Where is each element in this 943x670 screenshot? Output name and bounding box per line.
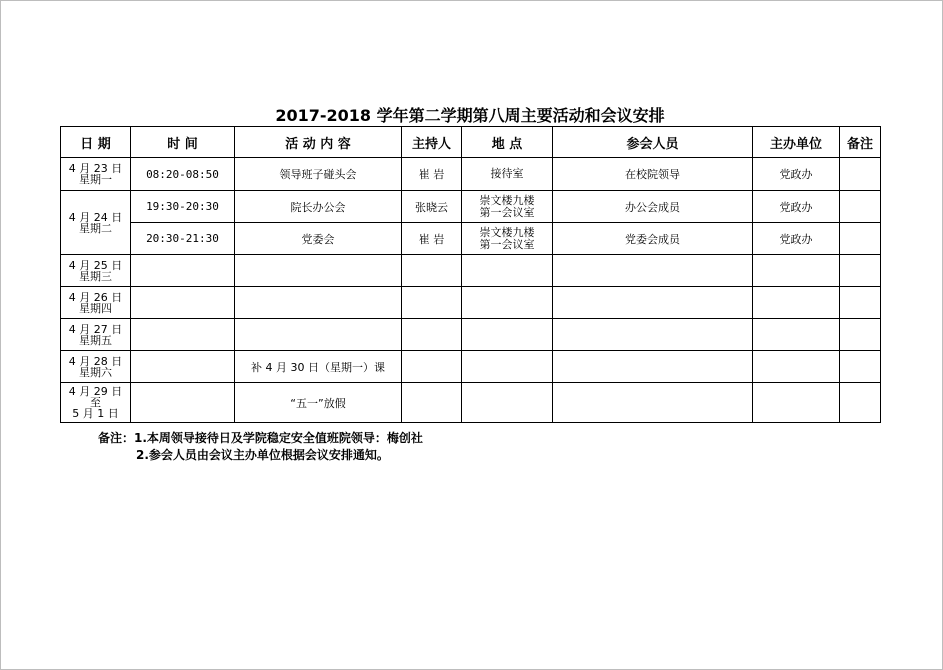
- participants-cell: 办公会成员: [553, 191, 753, 223]
- participants-cell: 在校院领导: [553, 158, 753, 191]
- remark-cell: [840, 191, 881, 223]
- host-cell: [402, 255, 462, 287]
- day-date: 4 月 26 日: [68, 290, 123, 304]
- time-cell: 20:30-21:30: [131, 223, 235, 255]
- day-date: 4 月 23 日: [68, 162, 123, 175]
- table-row: [61, 191, 881, 223]
- organizer-cell: 党政办: [753, 191, 840, 223]
- table-row: [61, 319, 881, 351]
- day-weekday: 星期五: [79, 333, 112, 347]
- time-cell: [131, 383, 235, 423]
- organizer-cell: 党政办: [753, 158, 840, 191]
- remark-cell: [840, 351, 881, 383]
- header-time: 时 间: [131, 127, 235, 158]
- remark-cell: [840, 255, 881, 287]
- participants-cell: 党委会成员: [553, 223, 753, 255]
- day-date: 4 月 28 日: [68, 354, 123, 368]
- time-cell: [131, 351, 235, 383]
- organizer-cell: [753, 383, 840, 423]
- day-date: 4 月 25 日: [68, 258, 123, 272]
- location-cell: [462, 191, 553, 223]
- location-cell: [462, 287, 553, 319]
- day-date-end: 5 月 1 日: [72, 407, 119, 420]
- host-cell: [402, 319, 462, 351]
- location-cell: [462, 351, 553, 383]
- table-row: [61, 255, 881, 287]
- time-cell: [131, 287, 235, 319]
- participants-cell: [553, 319, 753, 351]
- remark-cell: [840, 287, 881, 319]
- day-cell: [61, 383, 131, 423]
- day-cell: [61, 287, 131, 319]
- location-cell: [462, 255, 553, 287]
- time-cell: 19:30-20:30: [131, 191, 235, 223]
- participants-cell: [553, 383, 753, 423]
- notes: [98, 430, 423, 464]
- day-weekday: 星期二: [79, 221, 112, 235]
- organizer-cell: [753, 351, 840, 383]
- day-date: 4 月 27 日: [68, 322, 123, 336]
- content-cell: [235, 255, 402, 287]
- header-date: 日 期: [61, 127, 131, 158]
- day-cell: [61, 158, 131, 191]
- day-weekday: 星期三: [79, 269, 112, 283]
- remark-cell: [840, 223, 881, 255]
- location-line: 崇文楼九楼: [479, 225, 535, 239]
- day-range-separator: 至: [90, 396, 101, 409]
- day-weekday: 星期一: [79, 173, 112, 186]
- location-line: 第一会议室: [479, 205, 535, 219]
- location-line: 第一会议室: [479, 237, 535, 251]
- host-cell: 崔 岩: [402, 223, 462, 255]
- day-cell: [61, 191, 131, 255]
- header-location: 地 点: [462, 127, 553, 158]
- document-title: 2017-2018 学年第二学期第八周主要活动和会议安排: [275, 106, 665, 125]
- header-remark: 备注: [840, 127, 881, 158]
- location-cell: 接待室: [462, 158, 553, 191]
- content-cell: “五一”放假: [235, 383, 402, 423]
- time-cell: [131, 255, 235, 287]
- note-line: 备注：1.本周领导接待日及学院稳定安全值班院领导：梅创社: [98, 431, 423, 445]
- day-date: 4 月 29 日: [68, 385, 123, 398]
- day-weekday: 星期四: [79, 301, 112, 315]
- content-cell: 院长办公会: [235, 191, 402, 223]
- location-cell: [462, 223, 553, 255]
- time-cell: [131, 319, 235, 351]
- remark-cell: [840, 383, 881, 423]
- day-cell: [61, 255, 131, 287]
- note-line: 2.参会人员由会议主办单位根据会议安排通知。: [136, 448, 389, 462]
- header-content: 活 动 内 容: [235, 127, 402, 158]
- organizer-cell: 党政办: [753, 223, 840, 255]
- time-cell: 08:20-08:50: [131, 158, 235, 191]
- header-row: [61, 127, 881, 158]
- content-cell: 党委会: [235, 223, 402, 255]
- header-organizer: 主办单位: [753, 127, 840, 158]
- remark-cell: [840, 319, 881, 351]
- remark-cell: [840, 158, 881, 191]
- table-row: [61, 351, 881, 383]
- participants-cell: [553, 255, 753, 287]
- content-cell: 领导班子碰头会: [235, 158, 402, 191]
- location-cell: [462, 383, 553, 423]
- table-row: [61, 223, 881, 255]
- schedule-table: [60, 126, 881, 423]
- header-host: 主持人: [402, 127, 462, 158]
- organizer-cell: [753, 255, 840, 287]
- participants-cell: [553, 287, 753, 319]
- location-cell: [462, 319, 553, 351]
- day-weekday: 星期六: [79, 365, 112, 379]
- day-cell: [61, 319, 131, 351]
- participants-cell: [553, 351, 753, 383]
- content-cell: [235, 319, 402, 351]
- header-participants: 参会人员: [553, 127, 753, 158]
- day-date: 4 月 24 日: [68, 210, 123, 224]
- host-cell: [402, 287, 462, 319]
- organizer-cell: [753, 287, 840, 319]
- location-line: 崇文楼九楼: [479, 193, 535, 207]
- host-cell: [402, 383, 462, 423]
- table-row: [61, 383, 881, 423]
- host-cell: 张晓云: [402, 191, 462, 223]
- host-cell: [402, 351, 462, 383]
- content-cell: [235, 287, 402, 319]
- table-row: [61, 158, 881, 191]
- table-row: [61, 287, 881, 319]
- organizer-cell: [753, 319, 840, 351]
- content-cell: 补 4 月 30 日（星期一）课: [235, 351, 402, 383]
- host-cell: 崔 岩: [402, 158, 462, 191]
- day-cell: [61, 351, 131, 383]
